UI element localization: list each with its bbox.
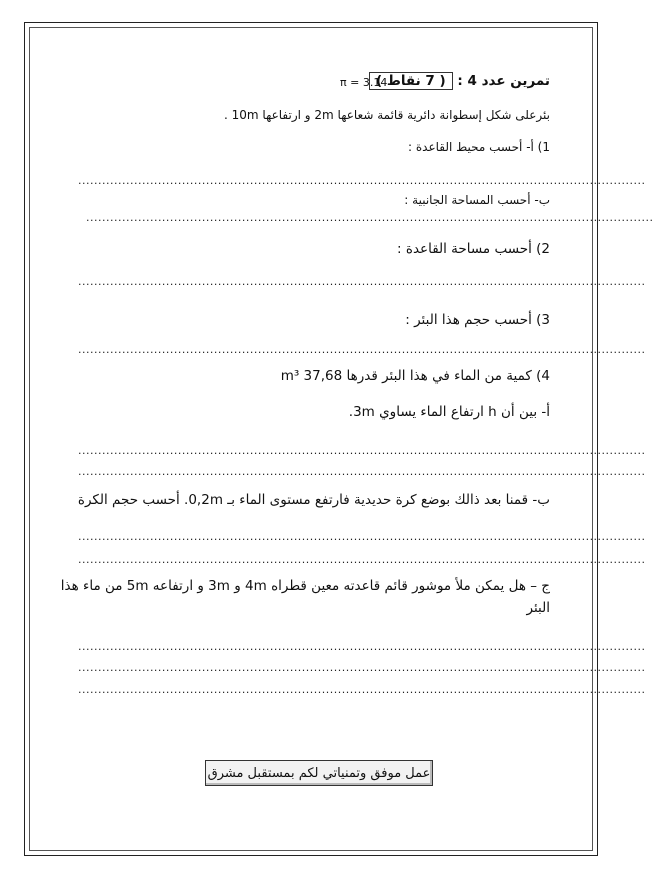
question-3: 3) أحسب حجم هذا البئر :	[405, 312, 550, 328]
good-luck-box	[205, 760, 433, 786]
question-4a: أ- بين أن h ارتفاع الماء يساوي 3m.	[348, 404, 550, 420]
question-2: 2) أحسب مساحة القاعدة :	[397, 241, 550, 257]
question-4c: ج – هل يمكن ملأ موشور قائم قاعدته معين قطراه 4m و 3m و ارتفاعه 5m من ماء هذا	[60, 578, 550, 594]
question-4b: ب- قمنا بعد ذالك بوضع كرة حديدية فارتفع مستوى الماء بـ 0,2m. أحسب حجم الكرة	[77, 492, 550, 508]
answer-line: ..............................................................................................................................................	[86, 211, 654, 224]
question-1a: 1) أ- أحسب محيط القاعدة :	[408, 140, 550, 154]
exercise-points: ( 7 نقاط )	[369, 72, 453, 90]
question-4: 4) كمية من الماء في هذا البئر قدرها 37,68 m³	[280, 368, 550, 384]
question-4c-continued: البئر	[526, 600, 550, 616]
answer-line: ..............................................................................................................................................	[78, 640, 646, 653]
answer-line: ..............................................................................................................................................	[78, 465, 646, 478]
answer-line: ..............................................................................................................................................	[78, 343, 646, 356]
problem-statement: بئرعلى شكل إسطوانة دائرية قائمة شعاعها 2m و ارتفاعها 10m .	[224, 108, 550, 122]
answer-line: ..............................................................................................................................................	[78, 530, 646, 543]
question-1b: ب- أحسب المساحة الجانبية :	[404, 193, 550, 207]
answer-line: ..............................................................................................................................................	[78, 661, 646, 674]
good-luck-text: عمل موفق وتمنياتي لكم بمستقبل مشرق	[207, 765, 431, 781]
answer-line: ..............................................................................................................................................	[78, 553, 646, 566]
exercise-title	[369, 73, 550, 89]
answer-line: ..............................................................................................................................................	[78, 275, 646, 288]
answer-line: ..............................................................................................................................................	[78, 444, 646, 457]
answer-line: ..............................................................................................................................................	[78, 683, 646, 696]
pi-value: π = 3.14	[340, 76, 388, 89]
exercise-number: تمرين عدد 4 :	[457, 73, 550, 89]
answer-line: ..............................................................................................................................................	[78, 174, 646, 187]
